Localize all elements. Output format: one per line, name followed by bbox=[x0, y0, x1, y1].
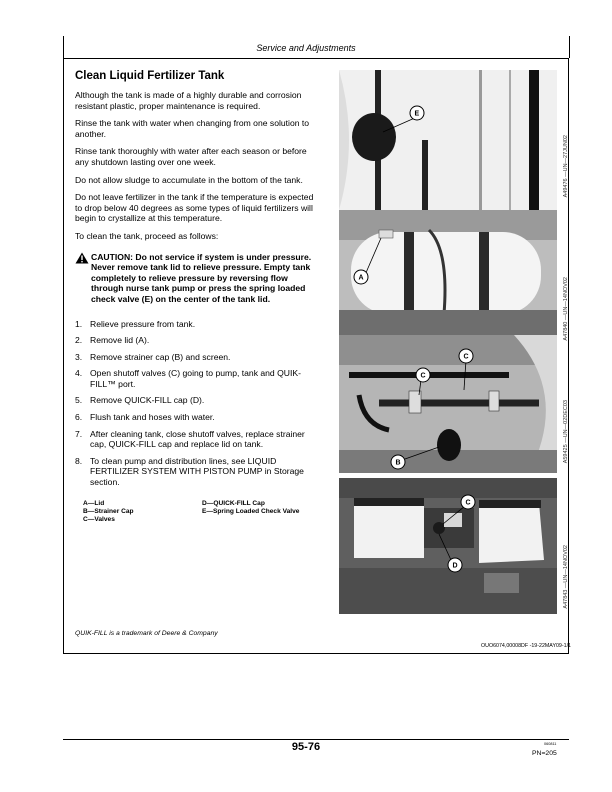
callout-label: C bbox=[465, 499, 471, 507]
paragraph: Do not allow sludge to accumulate in the bottom of the tank. bbox=[75, 174, 303, 185]
running-header: Service and Adjustments bbox=[256, 43, 356, 53]
callout-label: C bbox=[463, 353, 469, 361]
trademark-note: QUIK-FILL is a trademark of Deere & Company bbox=[75, 630, 218, 637]
figure-plumbing-photo bbox=[339, 335, 557, 473]
caution-text: CAUTION: Do not service if system is under pressure. Never remove tank lid to relieve pressure. Empty tank completely to relieve pressure by reversing flow through nurse tank pump or press the spring loaded check valve (E) on the center of the tank lid. bbox=[91, 251, 312, 304]
warning-icon bbox=[75, 252, 89, 264]
page-number: 95-76 bbox=[291, 741, 321, 753]
figure-id: A49476 —UN—27JUN02 bbox=[563, 135, 569, 198]
figure-tank-lid-photo bbox=[339, 70, 557, 210]
footer-pn: PN=205 bbox=[532, 750, 557, 757]
caution-notice bbox=[75, 252, 321, 305]
list-item: 6. Flush tank and hoses with water. bbox=[75, 412, 215, 423]
paragraph: Rinse tank thoroughly with water after each season or before any shutdown lasting over one week. bbox=[75, 146, 307, 167]
footer-rule bbox=[63, 739, 569, 740]
callout-label: D bbox=[452, 562, 458, 570]
legend-column-right: D—QUICK-FILL Cap E—Spring Loaded Check Valve bbox=[202, 499, 300, 515]
list-item: 5. Remove QUICK-FILL cap (D). bbox=[75, 395, 205, 406]
callout-label: A bbox=[358, 274, 364, 282]
text-column bbox=[75, 70, 321, 524]
paragraph: Rinse the tank with water when changing from one solution to another. bbox=[75, 118, 310, 139]
paragraph: Do not leave fertilizer in the tank if the temperature is expected to drop below 40 degrees as some types of liquid fertilizers will begin to crystallize at this temperature. bbox=[75, 192, 314, 224]
paragraph: Although the tank is made of a highly durable and corrosion resistant plastic, proper maintenance is required. bbox=[75, 90, 302, 111]
callout-label: C bbox=[420, 372, 426, 380]
figure-quick-fill-photo bbox=[339, 478, 557, 614]
figure-tank-photo bbox=[339, 210, 557, 335]
list-item: 8. To clean pump and distribution lines, see LIQUID FERTILIZER SYSTEM WITH PISTON PUMP in Storage section. bbox=[75, 455, 304, 488]
list-item: 7. After cleaning tank, close shutoff valves, replace strainer cap, QUICK-FILL cap and replace lid on tank. bbox=[75, 428, 305, 450]
list-item: 3. Remove strainer cap (B) and screen. bbox=[75, 351, 231, 362]
section-title: Clean Liquid Fertilizer Tank bbox=[75, 70, 225, 82]
procedure-steps bbox=[75, 319, 321, 488]
callout-label: E bbox=[414, 110, 420, 118]
footer-date: 060811 bbox=[544, 742, 557, 746]
legend-column-left: A—Lid B—Strainer Cap C—Valves bbox=[83, 499, 134, 524]
figure-legend bbox=[75, 500, 321, 525]
figure-id: A47843 —UN—14NOV02 bbox=[563, 545, 569, 609]
paragraph: To clean the tank, proceed as follows: bbox=[75, 230, 219, 241]
document-id: OUO6074,00008DF -19-22MAY09-1/1 bbox=[481, 643, 571, 649]
figure-id: A59425 —UN—02DEC03 bbox=[563, 400, 569, 464]
callout-label: B bbox=[395, 459, 401, 467]
figure-id: A47840 —UN—14NOV02 bbox=[563, 277, 569, 341]
list-item: 1. Relieve pressure from tank. bbox=[75, 318, 196, 329]
list-item: 4. Open shutoff valves (C) going to pump, tank and QUIK-FILL™ port. bbox=[75, 368, 301, 389]
list-item: 2. Remove lid (A). bbox=[75, 335, 150, 346]
